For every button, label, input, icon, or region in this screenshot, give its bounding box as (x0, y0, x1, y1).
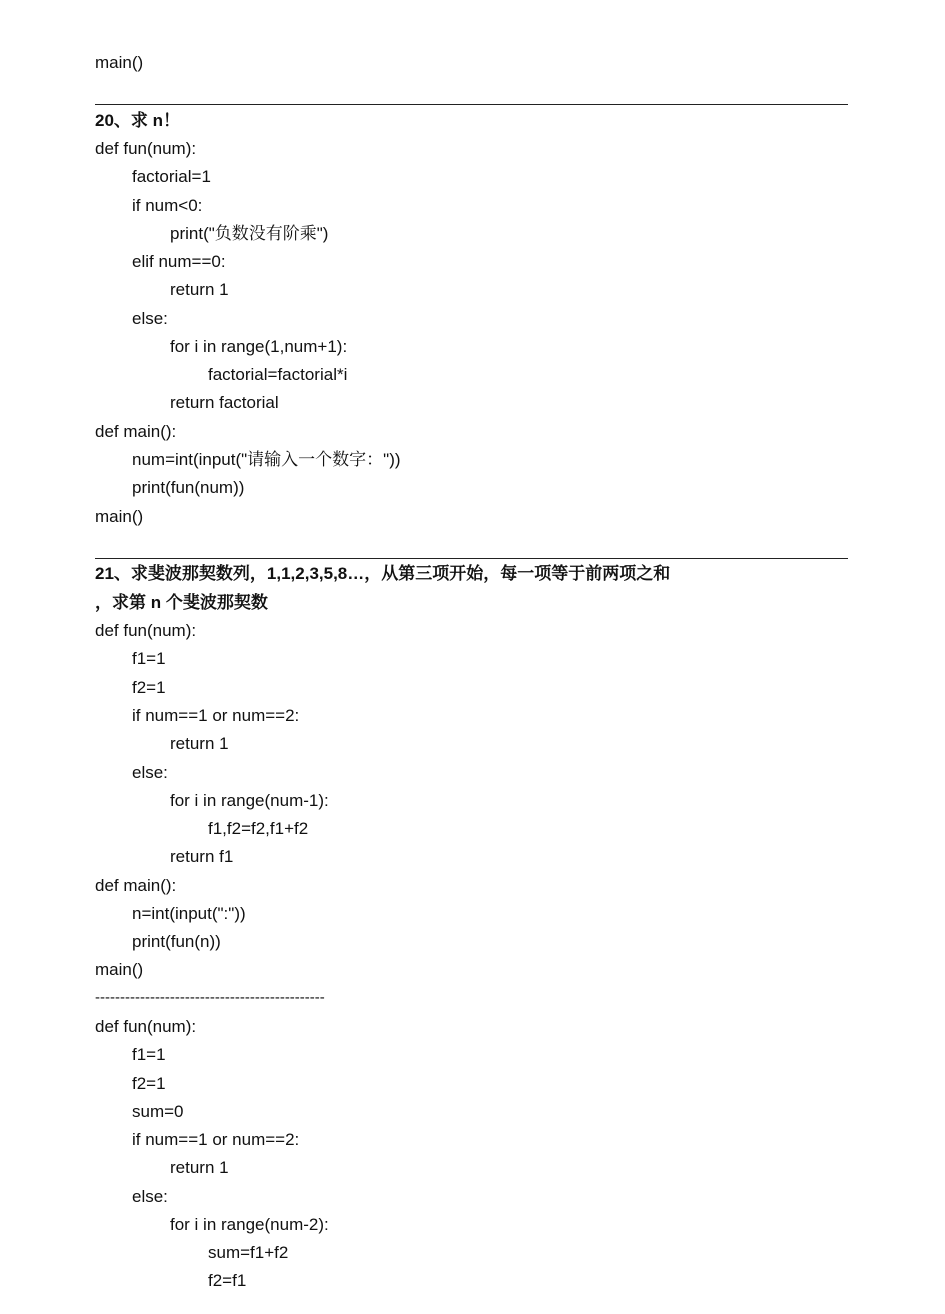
code-line: return factorial (170, 393, 279, 412)
code-line: main() (95, 960, 144, 979)
code-line: if num==1 or num==2: (132, 1130, 300, 1149)
code-line: return 1 (170, 280, 229, 299)
code-line: sum=0 (132, 1102, 184, 1121)
code-line: return f1 (170, 847, 234, 866)
code-line: f1,f2=f2,f1+f2 (208, 819, 309, 838)
code-line: else: (132, 763, 168, 782)
code-line: elif num==0: (132, 252, 226, 271)
code-line: f2=1 (132, 1074, 166, 1093)
code-line: f1=1 (132, 649, 166, 668)
code-line: return 1 (170, 1158, 229, 1177)
dashed-separator: ---------------------------------------------- (95, 989, 325, 1006)
code-line: def fun(num): (95, 621, 197, 640)
code-line: for i in range(1,num+1): (170, 337, 348, 356)
section-divider (95, 104, 848, 105)
code-line: f2=f1 (208, 1271, 247, 1290)
code-line: else: (132, 1187, 168, 1206)
problem-21-title: 21、求斐波那契数列，1,1,2,3,5,8…，从第三项开始，每一项等于前两项之和 (95, 564, 671, 583)
code-line: main() (95, 53, 144, 72)
problem-20-title: 20、求 n！ (95, 111, 181, 130)
code-line: factorial=1 (132, 167, 211, 186)
code-line: num=int(input("请输入一个数字：")) (132, 450, 401, 469)
code-line: f1=1 (132, 1045, 166, 1064)
code-line: if num<0: (132, 196, 203, 215)
code-line: if num==1 or num==2: (132, 706, 300, 725)
section-divider (95, 558, 848, 559)
code-line: return 1 (170, 734, 229, 753)
code-line: print(fun(n)) (132, 932, 221, 951)
code-line: n=int(input(":")) (132, 904, 246, 923)
code-line: f2=1 (132, 678, 166, 697)
code-line: def fun(num): (95, 139, 197, 158)
code-line: print(fun(num)) (132, 478, 245, 497)
code-line: factorial=factorial*i (208, 365, 348, 384)
code-line: sum=f1+f2 (208, 1243, 289, 1262)
code-line: print("负数没有阶乘") (170, 224, 329, 243)
code-line: else: (132, 309, 168, 328)
code-line: def fun(num): (95, 1017, 197, 1036)
code-line: main() (95, 507, 144, 526)
code-line: for i in range(num-1): (170, 791, 329, 810)
code-line: def main(): (95, 422, 177, 441)
code-line: def main(): (95, 876, 177, 895)
code-line: for i in range(num-2): (170, 1215, 329, 1234)
problem-21-title-cont: ，求第 n 个斐波那契数 (95, 593, 268, 612)
